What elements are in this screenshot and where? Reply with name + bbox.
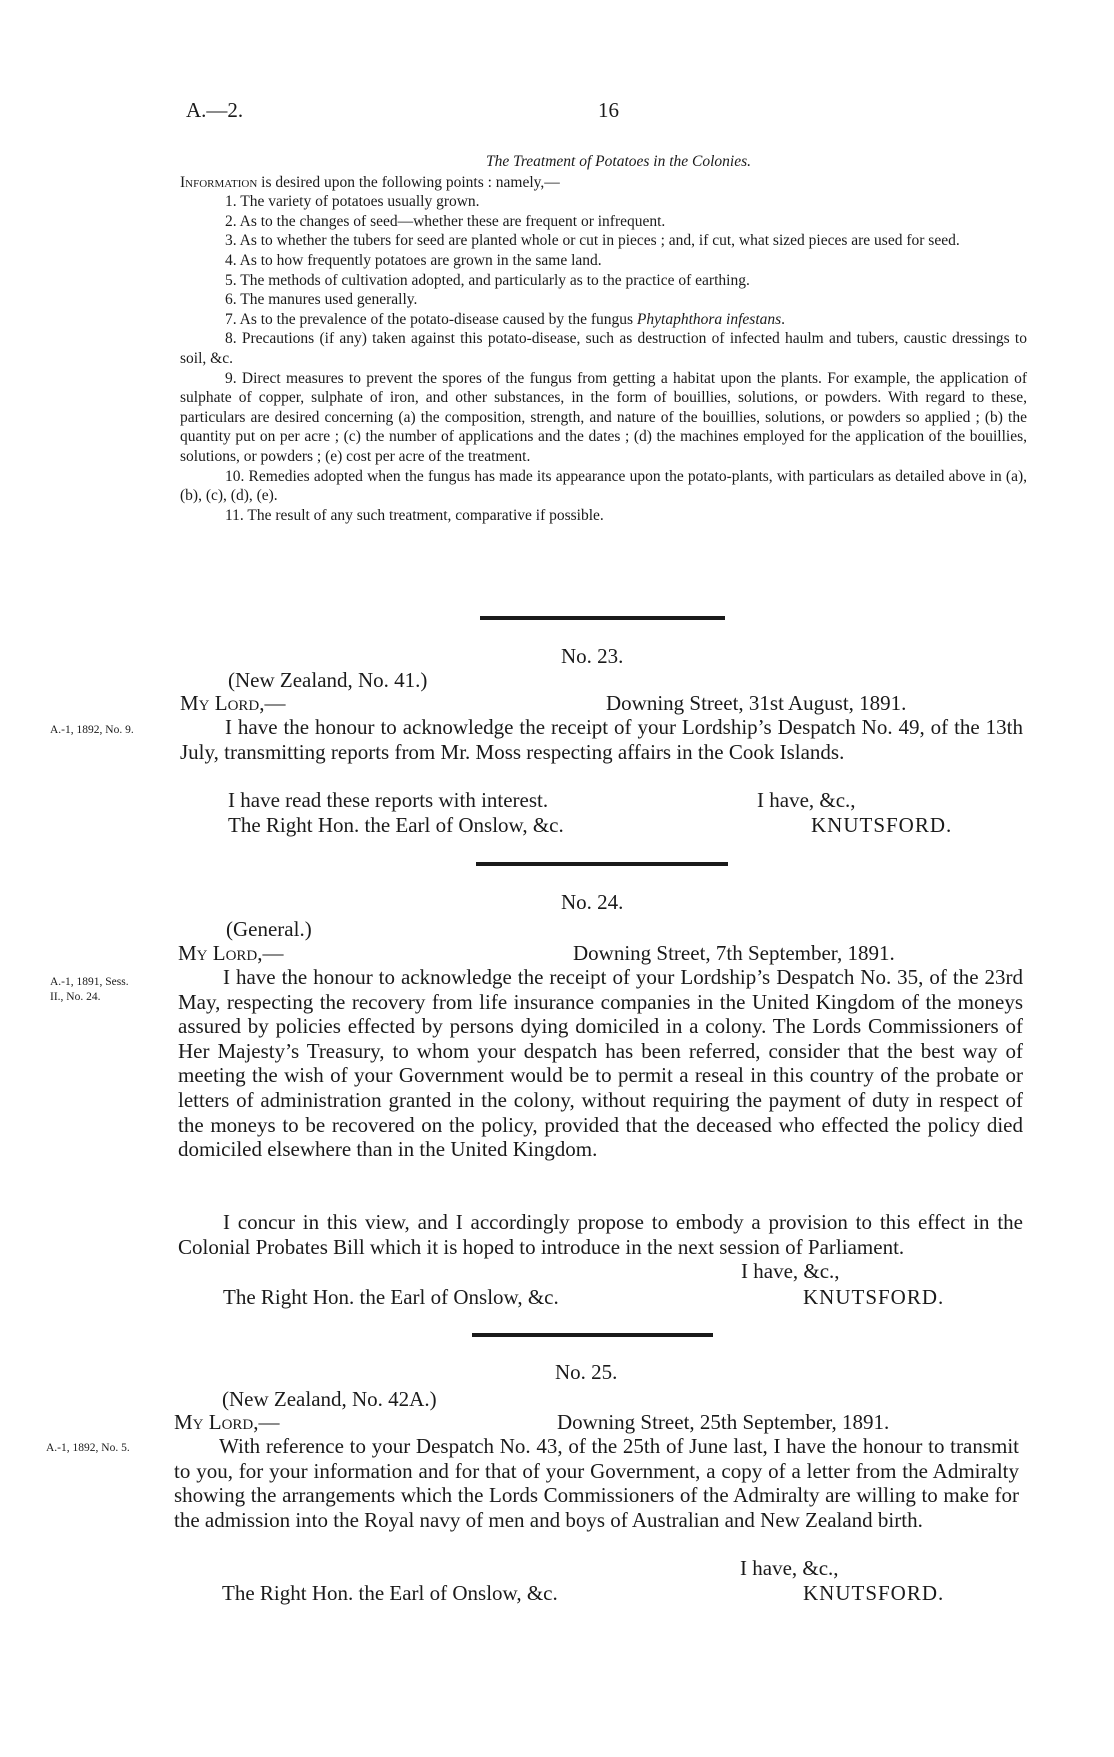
- despatch-25-margin-ref: A.-1, 1892, No. 5.: [46, 1442, 130, 1454]
- list-item-text: 7. As to the prevalence of the potato-disease caused by the fungus: [225, 310, 637, 328]
- potatoes-section: [180, 152, 1027, 525]
- despatch-24-signature: KNUTSFORD.: [803, 1285, 945, 1309]
- despatch-23-dateline: Downing Street, 31st August, 1891.: [606, 691, 907, 715]
- potatoes-title: The Treatment of Potatoes in the Colonies.: [485, 153, 752, 170]
- potatoes-intro-rest: is desired upon the following points : namely,—: [257, 173, 560, 191]
- list-item: 2. As to the changes of seed—whether these are frequent or infrequent.: [225, 212, 666, 230]
- list-item: 11. The result of any such treatment, comparative if possible.: [225, 506, 604, 524]
- despatch-25-closing-formula: I have, &c.,: [740, 1556, 839, 1580]
- section-divider: [480, 616, 725, 620]
- despatch-23-body: I have the honour to acknowledge the receipt of your Lordship’s Despatch No. 49, of the 13th July, transmitting reports from Mr. Moss respecting affairs in the Cook Islands.: [180, 715, 1023, 764]
- list-item: 3. As to whether the tubers for seed are planted whole or cut in pieces ; and, if cut, what sized pieces are used for seed.: [225, 232, 960, 250]
- despatch-23-closing-formula: I have, &c.,: [757, 788, 856, 812]
- page-number: 16: [598, 98, 619, 122]
- despatch-24-addressee: The Right Hon. the Earl of Onslow, &c.: [223, 1285, 559, 1309]
- despatch-25-salutation: My Lord,—: [174, 1410, 280, 1434]
- list-item: 6. The manures used generally.: [225, 291, 418, 309]
- list-item-end: .: [781, 310, 786, 328]
- list-item: 1. The variety of potatoes usually grown.: [225, 193, 480, 211]
- despatch-24-body-2: I concur in this view, and I accordingly propose to embody a provision to this effect in the Colonial Probates Bill which it is hoped to introduce in the next session of Parliament.: [178, 1210, 1023, 1259]
- potatoes-intro: [180, 173, 1027, 193]
- margin-ref-line: A.-1, 1891, Sess.: [50, 976, 129, 988]
- despatch-25-subheading: (New Zealand, No. 42A.): [222, 1387, 437, 1411]
- despatch-23-closing-text: I have read these reports with interest.: [228, 788, 549, 812]
- potatoes-intro-lead: Information: [180, 173, 258, 191]
- despatch-23-signature: KNUTSFORD.: [811, 813, 953, 837]
- section-divider: [472, 1333, 713, 1337]
- despatch-23-salutation: My Lord,—: [180, 691, 286, 715]
- despatch-25-dateline: Downing Street, 25th September, 1891.: [557, 1410, 890, 1434]
- list-item: 10. Remedies adopted when the fungus has made its appearance upon the potato-plants, with particulars as detailed above in (a), (b), (c), (d), (e).: [180, 467, 1027, 505]
- despatch-24-closing-formula: I have, &c.,: [741, 1259, 840, 1283]
- despatch-24-subheading: (General.): [226, 917, 312, 941]
- despatch-23-heading: No. 23.: [561, 644, 624, 668]
- page-reference: A.—2.: [186, 98, 244, 122]
- margin-ref-line: II., No. 24.: [50, 991, 101, 1003]
- despatch-25-signature: KNUTSFORD.: [803, 1581, 945, 1605]
- list-item: 5. The methods of cultivation adopted, and particularly as to the practice of earthing.: [225, 271, 750, 289]
- despatch-24-body: I have the honour to acknowledge the receipt of your Lordship’s Despatch No. 35, of the 23rd May, respecting the recovery from life insurance companies in the United Kingdom of the moneys assured by policies effected by persons dying domiciled in a colony. The Lords Commissioners of Her Majesty’s Treasury, to whom your despatch has been referred, consider that the best way of meeting the wish of your Government would be to permit a reseal in this country of the probate or letters of administration granted in the colony, without requiring the payment of duty in respect of the moneys to be recovered on the policy, provided that the deceased who effected the policy died domiciled elsewhere than in the United Kingdom.: [178, 965, 1023, 1162]
- list-item: [180, 310, 1027, 330]
- fungus-name: Phytaphthora infestans: [636, 310, 782, 328]
- despatch-25-heading: No. 25.: [555, 1360, 618, 1384]
- despatch-25-addressee: The Right Hon. the Earl of Onslow, &c.: [222, 1581, 558, 1605]
- despatch-24-salutation: My Lord,—: [178, 941, 284, 965]
- list-item: 9. Direct measures to prevent the spores of the fungus from getting a habitat upon the plants. For example, the application of sulphate of copper, sulphate of iron, and other substances, in the form of bouillies, solutions, or powders. With regard to these, particulars are desired concerning (a) the composition, strength, and nature of the bouillies, solutions, or powders so applied ; (b) the quantity put on per acre ; (c) the number of applications and the dates ; (d) the machines employed for the application of the bouillies, solutions, or powders ; (e) cost per acre of the treatment.: [180, 369, 1027, 465]
- list-item: 8. Precautions (if any) taken against this potato-disease, such as destruction of infected haulm and tubers, caustic dressings to soil, &c.: [180, 330, 1027, 367]
- section-divider: [476, 862, 728, 866]
- despatch-23-subheading: (New Zealand, No. 41.): [228, 668, 428, 692]
- list-item: 4. As to how frequently potatoes are grown in the same land.: [225, 251, 602, 269]
- despatch-23-margin-ref: A.-1, 1892, No. 9.: [50, 724, 134, 736]
- despatch-24-dateline: Downing Street, 7th September, 1891.: [573, 941, 895, 965]
- despatch-25-body: With reference to your Despatch No. 43, of the 25th of June last, I have the honour to transmit to you, for your information and for that of your Government, a copy of a letter from the Admiralty showing the arrangements which the Lords Commissioners of the Admiralty are willing to make for the admission into the Royal navy of men and boys of Australian and New Zealand birth.: [174, 1434, 1019, 1532]
- despatch-24-margin-ref: [50, 975, 129, 1005]
- despatch-23-addressee: The Right Hon. the Earl of Onslow, &c.: [228, 813, 564, 837]
- despatch-24-heading: No. 24.: [561, 890, 624, 914]
